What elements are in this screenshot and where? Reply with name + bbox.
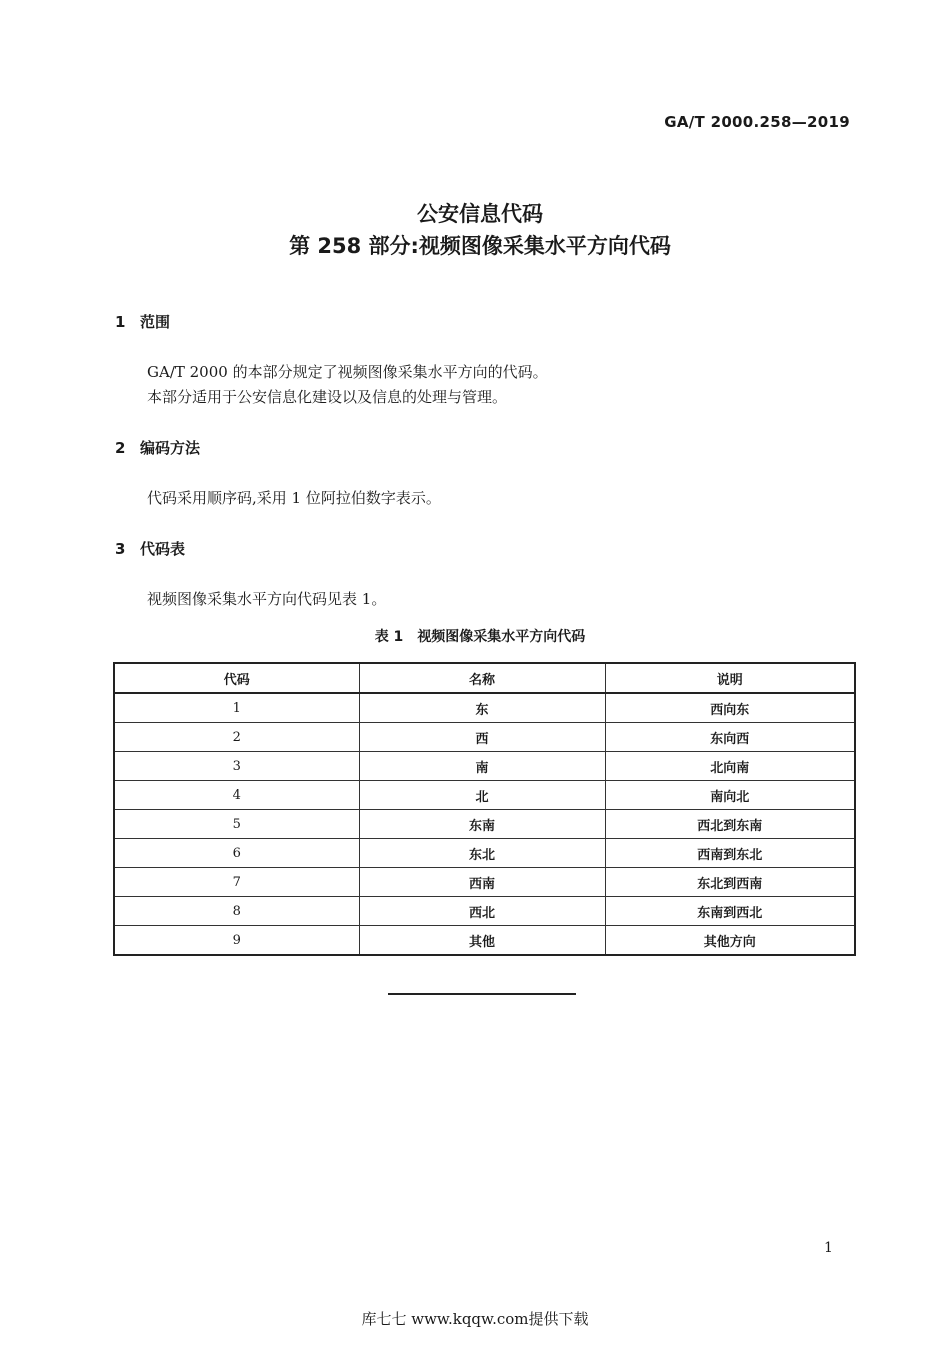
section-number: 3 bbox=[115, 540, 126, 558]
document-title: 公安信息代码 bbox=[417, 202, 543, 226]
cell-name: 北 bbox=[359, 781, 605, 810]
cell-description: 南向北 bbox=[605, 781, 855, 810]
cell-code: 7 bbox=[114, 868, 359, 897]
table-header-row bbox=[114, 663, 855, 693]
section-title: 代码表 bbox=[140, 540, 186, 558]
cell-name: 东南 bbox=[359, 810, 605, 839]
code-table bbox=[113, 662, 856, 956]
section-title: 编码方法 bbox=[140, 439, 201, 457]
standard-code: GA/T 2000.258—2019 bbox=[664, 113, 850, 131]
paragraph: GA/T 2000 的本部分规定了视频图像采集水平方向的代码。 bbox=[147, 363, 548, 381]
section-heading-scope bbox=[115, 311, 170, 332]
cell-name: 南 bbox=[359, 752, 605, 781]
cell-code: 3 bbox=[114, 752, 359, 781]
end-of-document-rule bbox=[388, 993, 576, 995]
cell-name: 西 bbox=[359, 723, 605, 752]
table-row bbox=[114, 752, 855, 781]
paragraph: 视频图像采集水平方向代码见表 1。 bbox=[147, 590, 387, 608]
cell-description: 北向南 bbox=[605, 752, 855, 781]
cell-code: 5 bbox=[114, 810, 359, 839]
table-row bbox=[114, 868, 855, 897]
cell-description: 东南到西北 bbox=[605, 897, 855, 926]
cell-code: 6 bbox=[114, 839, 359, 868]
page-number: 1 bbox=[824, 1240, 833, 1256]
cell-name: 西南 bbox=[359, 868, 605, 897]
cell-name: 东北 bbox=[359, 839, 605, 868]
table-row bbox=[114, 781, 855, 810]
table-row bbox=[114, 810, 855, 839]
cell-code: 8 bbox=[114, 897, 359, 926]
column-header-description: 说明 bbox=[605, 663, 855, 693]
cell-code: 1 bbox=[114, 693, 359, 723]
document-subtitle: 第 258 部分:视频图像采集水平方向代码 bbox=[289, 234, 671, 258]
table-row bbox=[114, 926, 855, 956]
paragraph: 代码采用顺序码,采用 1 位阿拉伯数字表示。 bbox=[147, 489, 441, 507]
cell-code: 4 bbox=[114, 781, 359, 810]
table-caption-title: 视频图像采集水平方向代码 bbox=[417, 629, 586, 645]
cell-code: 2 bbox=[114, 723, 359, 752]
cell-name: 西北 bbox=[359, 897, 605, 926]
cell-description: 东北到西南 bbox=[605, 868, 855, 897]
cell-description: 东向西 bbox=[605, 723, 855, 752]
column-header-code: 代码 bbox=[114, 663, 359, 693]
column-header-name: 名称 bbox=[359, 663, 605, 693]
table-row bbox=[114, 723, 855, 752]
paragraph: 本部分适用于公安信息化建设以及信息的处理与管理。 bbox=[147, 388, 508, 406]
section-heading-code-table bbox=[115, 538, 185, 559]
section-heading-coding-method bbox=[115, 437, 200, 458]
cell-code: 9 bbox=[114, 926, 359, 956]
cell-name: 其他 bbox=[359, 926, 605, 956]
cell-description: 其他方向 bbox=[605, 926, 855, 956]
cell-description: 西北到东南 bbox=[605, 810, 855, 839]
table-row bbox=[114, 897, 855, 926]
section-number: 2 bbox=[115, 439, 126, 457]
table-caption-label: 表 1 bbox=[374, 629, 404, 645]
table-caption bbox=[0, 626, 950, 646]
table-row bbox=[114, 693, 855, 723]
cell-description: 西向东 bbox=[605, 693, 855, 723]
section-title: 范围 bbox=[140, 313, 171, 331]
download-footer: 库七七 www.kqqw.com提供下载 bbox=[361, 1310, 589, 1328]
section-number: 1 bbox=[115, 313, 126, 331]
cell-name: 东 bbox=[359, 693, 605, 723]
cell-description: 西南到东北 bbox=[605, 839, 855, 868]
table-row bbox=[114, 839, 855, 868]
